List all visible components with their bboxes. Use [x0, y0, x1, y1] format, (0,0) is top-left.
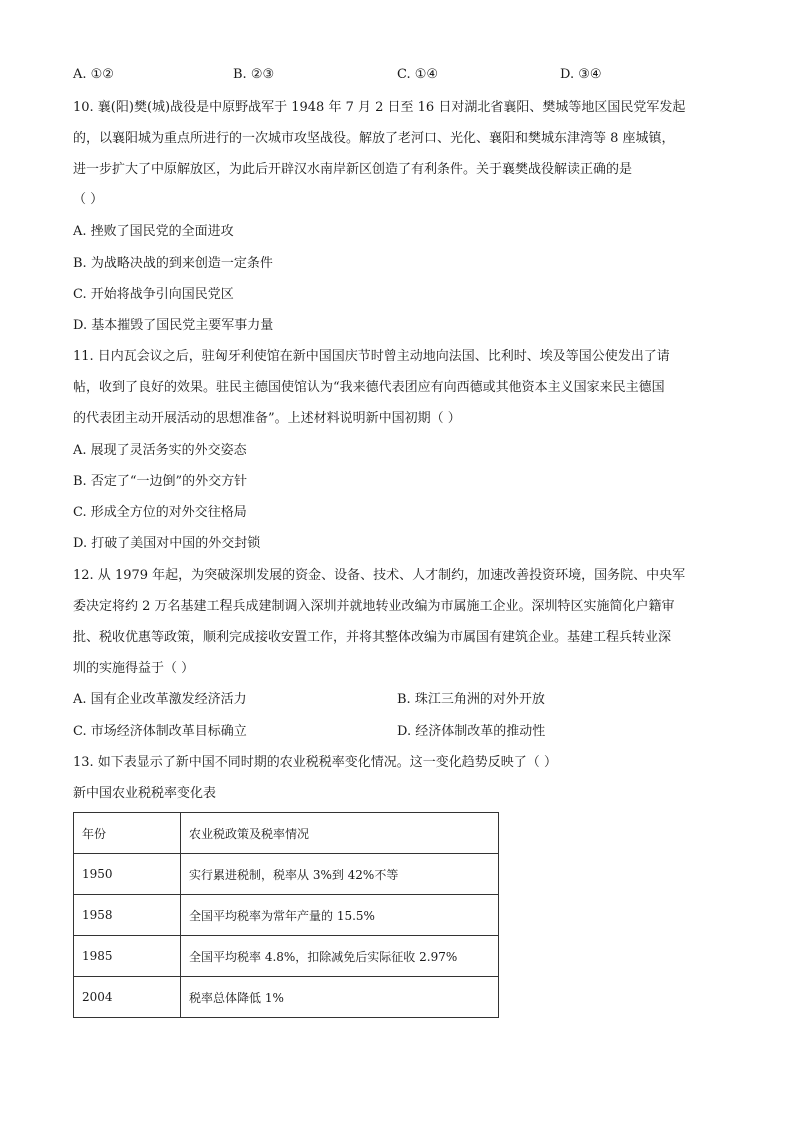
q10-answer-blank: （ ）: [73, 192, 104, 207]
q11-option-b: B. 否定了“一边倒”的外交方针: [73, 474, 248, 489]
header-year: 年份: [74, 813, 181, 854]
q11-stem-line-2: 帖，收到了良好的效果。驻民主德国使馆认为“我来德代表团应有向西德或其他资本主义国家来民主德国: [73, 380, 665, 395]
table-row: [74, 936, 499, 977]
q11-stem-line-3: 的代表团主动开展活动的思想准备”。上述材料说明新中国初期（ ）: [73, 411, 461, 426]
q12-stem-line-3: 批、税收优惠等政策，顺利完成接收安置工作，并将其整体改编为市属国有建筑企业。基建工程兵转业深: [73, 630, 672, 645]
q10-option-a: A. 挫败了国民党的全面进攻: [73, 224, 234, 239]
q10-stem-line-3: 进一步扩大了中原解放区，为此后开辟汉水南岸新区创造了有利条件。关于襄樊战役解读正确的是: [73, 162, 633, 177]
row-year: 1958: [74, 895, 181, 936]
row-policy: 实行累进税制，税率从 3%到 42%不等: [181, 854, 499, 895]
header-policy: 农业税政策及税率情况: [181, 813, 499, 854]
q11-option-a: A. 展现了灵活务实的外交姿态: [73, 443, 247, 458]
q12-option-b: B. 珠江三角洲的对外开放: [397, 692, 545, 707]
q10-option-c: C. 开始将战争引向国民党区: [73, 287, 234, 302]
row-year: 2004: [74, 977, 181, 1018]
q13-table-title: 新中国农业税税率变化表: [73, 786, 217, 801]
q10-stem-line-2: 的，以襄阳城为重点所进行的一次城市攻坚战役。解放了老河口、光化、襄阳和樊城东津湾等 8 座城镇，: [73, 131, 675, 146]
q9-option-d: D. ③④: [560, 67, 602, 82]
q9-option-b: B. ②③: [233, 67, 275, 82]
q9-option-a: A. ①②: [73, 67, 114, 82]
table-row: [74, 854, 499, 895]
q13-stem: 13. 如下表显示了新中国不同时期的农业税税率变化情况。这一变化趋势反映了（ ）: [73, 755, 557, 770]
row-year: 1985: [74, 936, 181, 977]
row-policy: 全国平均税率 4.8%，扣除减免后实际征收 2.97%: [181, 936, 499, 977]
q9-option-c: C. ①④: [397, 67, 439, 82]
agricultural-tax-table: [73, 812, 499, 1018]
q12-option-d: D. 经济体制改革的推动性: [397, 724, 546, 739]
q10-option-d: D. 基本摧毁了国民党主要军事力量: [73, 318, 274, 333]
table-row: [74, 977, 499, 1018]
row-year: 1950: [74, 854, 181, 895]
q12-options-row-1: [73, 690, 733, 710]
table-header-row: [74, 813, 499, 854]
q10-stem-line-1: 10. 襄(阳)樊(城)战役是中原野战军于 1948 年 7 月 2 日至 16 日对湖北省襄阳、樊城等地区国民党军发起: [73, 100, 686, 115]
q12-stem-line-2: 委决定将约 2 万名基建工程兵成建制调入深圳并就地转业改编为市属施工企业。深圳特区实施简化户籍审: [73, 599, 675, 614]
q12-option-c: C. 市场经济体制改革目标确立: [73, 724, 247, 739]
table-row: [74, 895, 499, 936]
row-policy: 税率总体降低 1%: [181, 977, 499, 1018]
q11-option-c: C. 形成全方位的对外交往格局: [73, 505, 247, 520]
q12-stem-line-4: 圳的实施得益于（ ）: [73, 661, 195, 676]
q11-option-d: D. 打破了美国对中国的外交封锁: [73, 536, 261, 551]
q12-options-row-2: [73, 722, 733, 742]
row-policy: 全国平均税率为常年产量的 15.5%: [181, 895, 499, 936]
q11-stem-line-1: 11. 日内瓦会议之后，驻匈牙利使馆在新中国国庆节时曾主动地向法国、比利时、埃及等国公使发出了请: [73, 349, 670, 364]
q10-option-b: B. 为战略决战的到来创造一定条件: [73, 256, 273, 271]
q12-option-a: A. 国有企业改革激发经济活力: [73, 692, 247, 707]
q9-options: [73, 65, 733, 85]
q12-stem-line-1: 12. 从 1979 年起，为突破深圳发展的资金、设备、技术、人才制约，加速改善投资环境，国务院、中央军: [73, 568, 686, 583]
